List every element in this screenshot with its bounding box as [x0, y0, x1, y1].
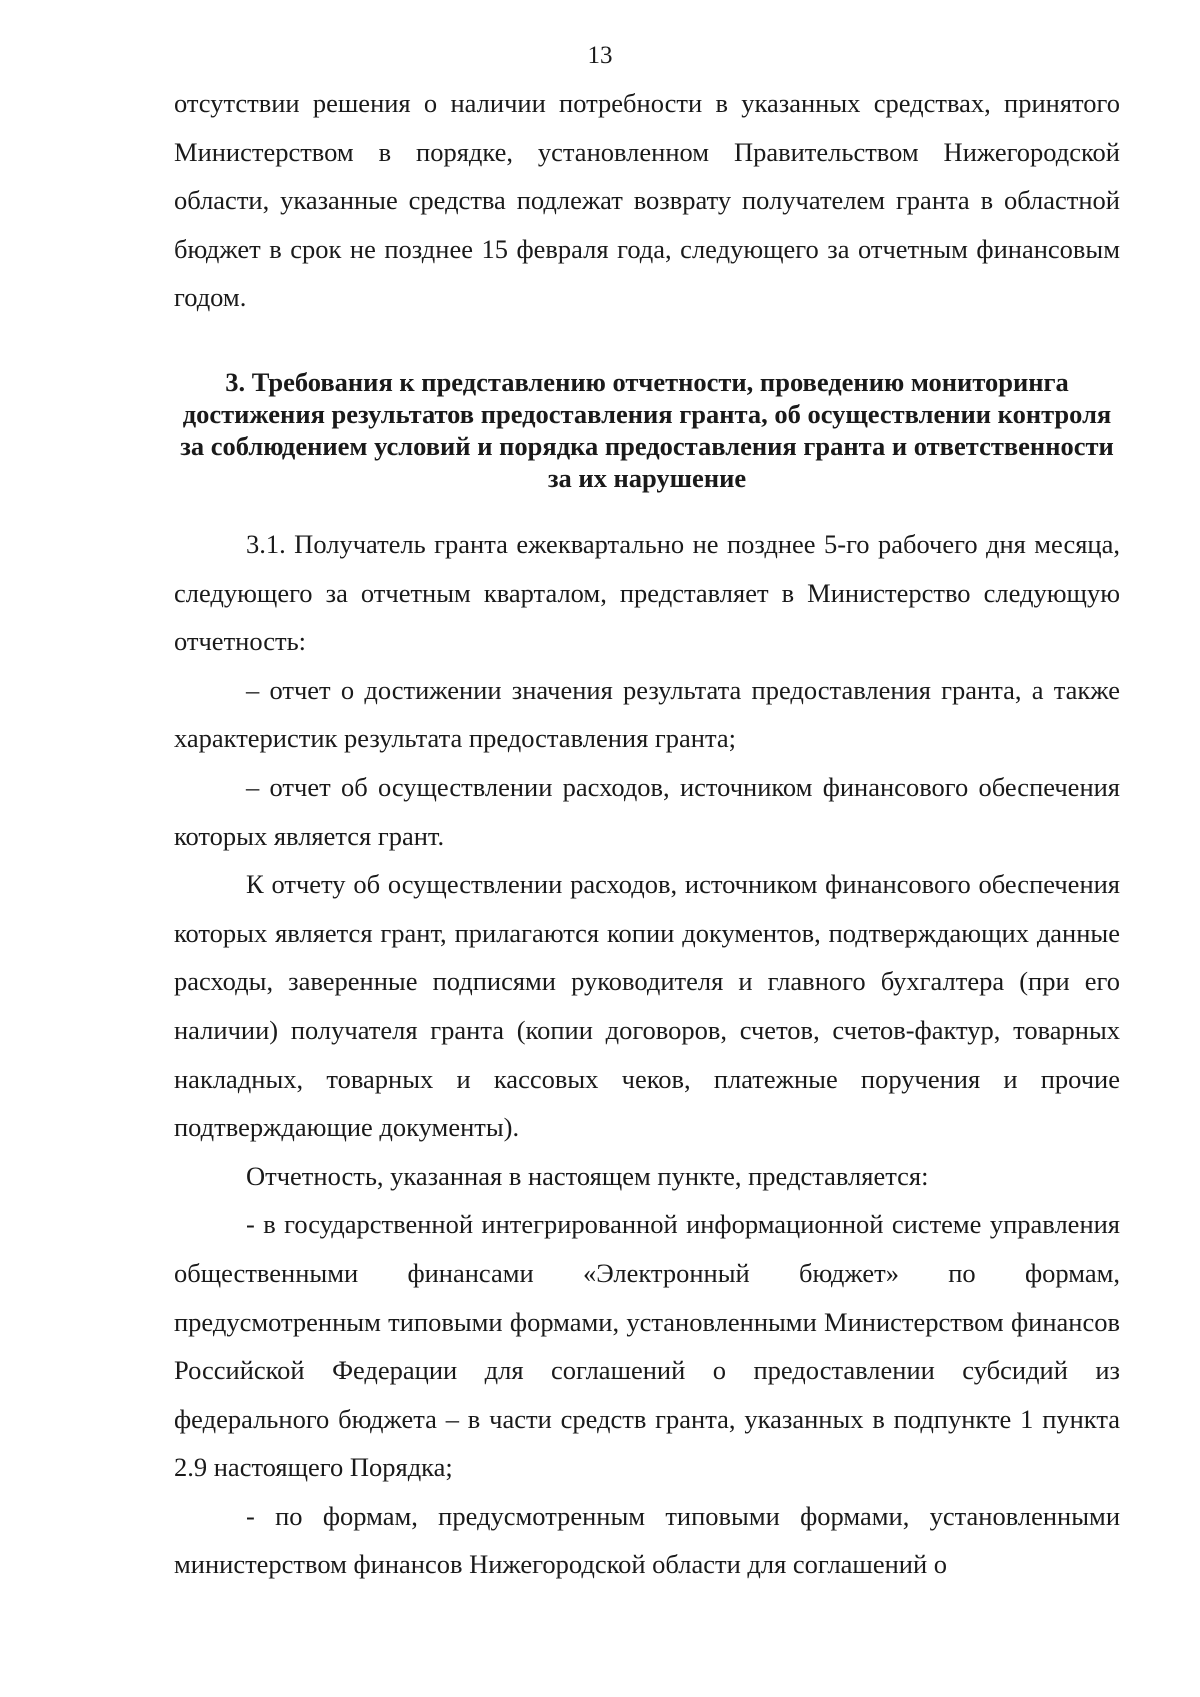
paragraph-attachments: К отчету об осуществлении расходов, источником финансового обеспечения которых является грант, прилагаются копии документов, подтверждающих данные расходы, заверенные подписями руководителя и главного бухгалтера (при его наличии) получателя гранта (копии договоров, счетов, счетов-фактур, товарных накладных, товарных и кассовых чеков, платежные поручения и прочие подтверждающие документы).: [174, 869, 1120, 1143]
continued-paragraph-block: [174, 79, 1120, 322]
continued-paragraph: отсутствии решения о наличии потребности в указанных средствах, принятого Министерством в порядке, установленном Правительством Нижегородской области, указанные средства подлежат возврату получателем гранта в областной бюджет в срок не позднее 15 февраля года, следующего за отчетным финансовым годом.: [174, 88, 1120, 313]
list-item-electronic-budget: - в государственной интегрированной информационной системе управления общественными финансами «Электронный бюджет» по формам, предусмотренным типовыми формами, установленными Министерством финансов Российской Федерации для соглашений о предоставлении субсидий из федерального бюджета – в части средств гранта, указанных в подпункте 1 пункта 2.9 настоящего Порядка;: [174, 1209, 1120, 1483]
list-item-regional-forms: - по формам, предусмотренным типовыми формами, установленными министерством финансов Нижегородской области для соглашений о: [174, 1500, 1120, 1580]
paragraph-3-1: 3.1. Получатель гранта ежеквартально не позднее 5-го рабочего дня месяца, следующего за отчетным кварталом, представляет в Министерство следующую отчетность:: [174, 529, 1120, 657]
section-body: [174, 520, 1120, 1589]
list-item-report-result: – отчет о достижении значения результата предоставления гранта, а также характеристик результата предоставления гранта;: [174, 674, 1120, 754]
page-number: 13: [587, 42, 613, 69]
paragraph-submission: Отчетность, указанная в настоящем пункте, представляется:: [246, 1160, 929, 1191]
section-heading: 3. Требования к представлению отчетности, проведению мониторинга достижения результатов предоставления гранта, об осуществлении контроля за соблюдением условий и порядка предоставления гранта и ответственности за их нарушение: [180, 367, 1114, 493]
list-item-report-expenses: – отчет об осуществлении расходов, источником финансового обеспечения которых является грант.: [174, 771, 1120, 851]
